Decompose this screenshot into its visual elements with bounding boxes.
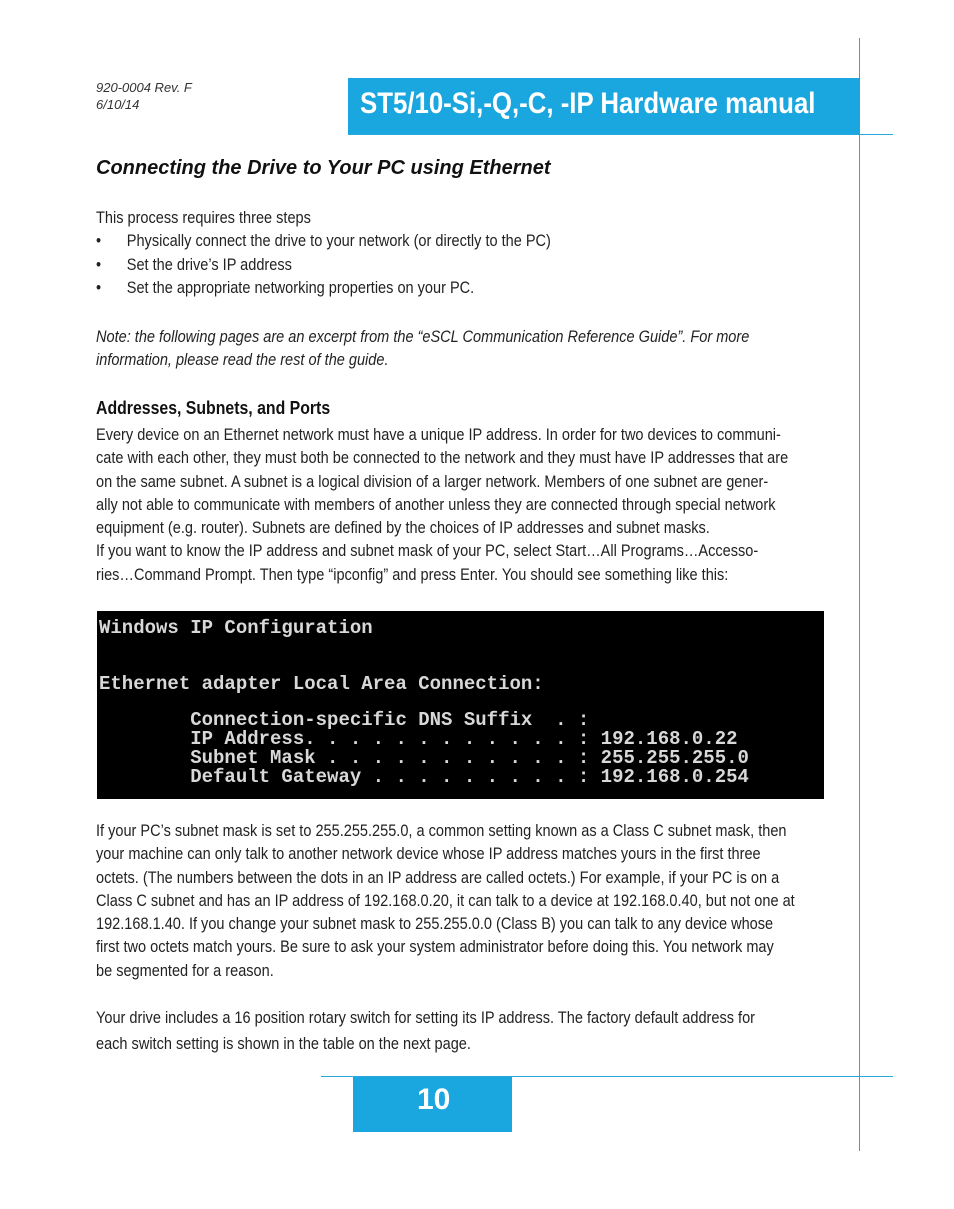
addresses-paragraph-3 bbox=[96, 1005, 836, 1057]
paragraph-line: cate with each other, they must both be connected to the network and they must have IP addresses that are bbox=[96, 448, 789, 468]
paragraph-line: If you want to know the IP address and subnet mask of your PC, select Start…All Programs…Accesso- bbox=[96, 541, 759, 561]
doc-date: 6/10/14 bbox=[96, 97, 140, 112]
paragraph-line: Your drive includes a 16 position rotary switch for setting its IP address. The factory default address for bbox=[96, 1008, 756, 1027]
paragraph-line: ally not able to communicate with members of another unless they are connected through special network bbox=[96, 494, 776, 514]
list-item: • Set the appropriate networking properties on your PC. bbox=[96, 276, 729, 299]
page-number: 10 bbox=[417, 1083, 451, 1116]
terminal-title: Windows IP Configuration bbox=[99, 617, 373, 639]
paragraph-line: Every device on an Ethernet network must have a unique IP address. In order for two devices to communi- bbox=[96, 425, 781, 444]
note-line: information, please read the rest of the guide. bbox=[96, 350, 389, 370]
addresses-paragraph-2 bbox=[96, 819, 836, 982]
bullet-icon: • bbox=[96, 231, 102, 251]
title-banner bbox=[348, 78, 860, 134]
terminal-default-gateway: Default Gateway . . . . . . . . . : 192.168.0.254 bbox=[99, 766, 749, 788]
page-number-box bbox=[353, 1077, 512, 1132]
paragraph-line: be segmented for a reason. bbox=[96, 960, 274, 980]
page-title: ST5/10-Si,-Q,-C, -IP Hardware manual bbox=[360, 87, 816, 120]
header-rule bbox=[348, 134, 893, 135]
addresses-paragraph-1 bbox=[96, 423, 836, 586]
list-item: • Physically connect the drive to your network (or directly to the PC) bbox=[96, 229, 729, 252]
paragraph-line: first two octets match yours. Be sure to ask your system administrator before doing this. You network may bbox=[96, 937, 774, 957]
terminal-subnet-mask: Subnet Mask . . . . . . . . . . . : 255.255.255.0 bbox=[99, 747, 749, 769]
paragraph-line: 192.168.1.40. If you change your subnet mask to 255.255.0.0 (Class B) you can talk to any device whose bbox=[96, 914, 774, 934]
intro-block bbox=[96, 206, 836, 299]
list-item: • Set the drive’s IP address bbox=[96, 253, 729, 276]
paragraph-line: equipment (e.g. router). Subnets are defined by the choices of IP addresses and subnet masks. bbox=[96, 518, 710, 538]
doc-number: 920-0004 Rev. F bbox=[96, 80, 192, 95]
terminal-dns-suffix: Connection-specific DNS Suffix . : bbox=[99, 709, 590, 731]
bullet-icon: • bbox=[96, 254, 102, 274]
right-vertical-rule bbox=[859, 38, 860, 1151]
terminal-ip-address: IP Address. . . . . . . . . . . . : 192.168.0.22 bbox=[99, 728, 738, 750]
paragraph-line: Class C subnet and has an IP address of 192.168.0.20, it can talk to a device at 192.168.0.40, but not one at bbox=[96, 890, 795, 910]
paragraph-line: If your PC’s subnet mask is set to 255.255.255.0, a common setting known as a Class C subnet mask, then bbox=[96, 821, 787, 840]
document-meta bbox=[96, 79, 192, 113]
note-line: Note: the following pages are an excerpt from the “eSCL Communication Reference Guide”. For more bbox=[96, 327, 750, 346]
paragraph-line: your machine can only talk to another network device whose IP address matches yours in the first three bbox=[96, 844, 761, 864]
section-heading: Connecting the Drive to Your PC using Ethernet bbox=[96, 157, 551, 179]
paragraph-line: each switch setting is shown in the table on the next page. bbox=[96, 1034, 471, 1053]
paragraph-line: on the same subnet. A subnet is a logical division of a larger network. Members of one subnet are gener- bbox=[96, 471, 769, 491]
command-prompt-screenshot bbox=[97, 611, 824, 799]
bullet-icon: • bbox=[96, 277, 102, 297]
intro-text: This process requires three steps bbox=[96, 208, 311, 227]
paragraph-line: octets. (The numbers between the dots in an IP address are called octets.) For example, if your PC is on a bbox=[96, 867, 780, 887]
terminal-adapter: Ethernet adapter Local Area Connection: bbox=[99, 673, 544, 695]
addresses-heading: Addresses, Subnets, and Ports bbox=[96, 398, 331, 418]
paragraph-line: ries…Command Prompt. Then type “ipconfig” and press Enter. You should see something like this: bbox=[96, 564, 729, 584]
note-block bbox=[96, 325, 836, 372]
